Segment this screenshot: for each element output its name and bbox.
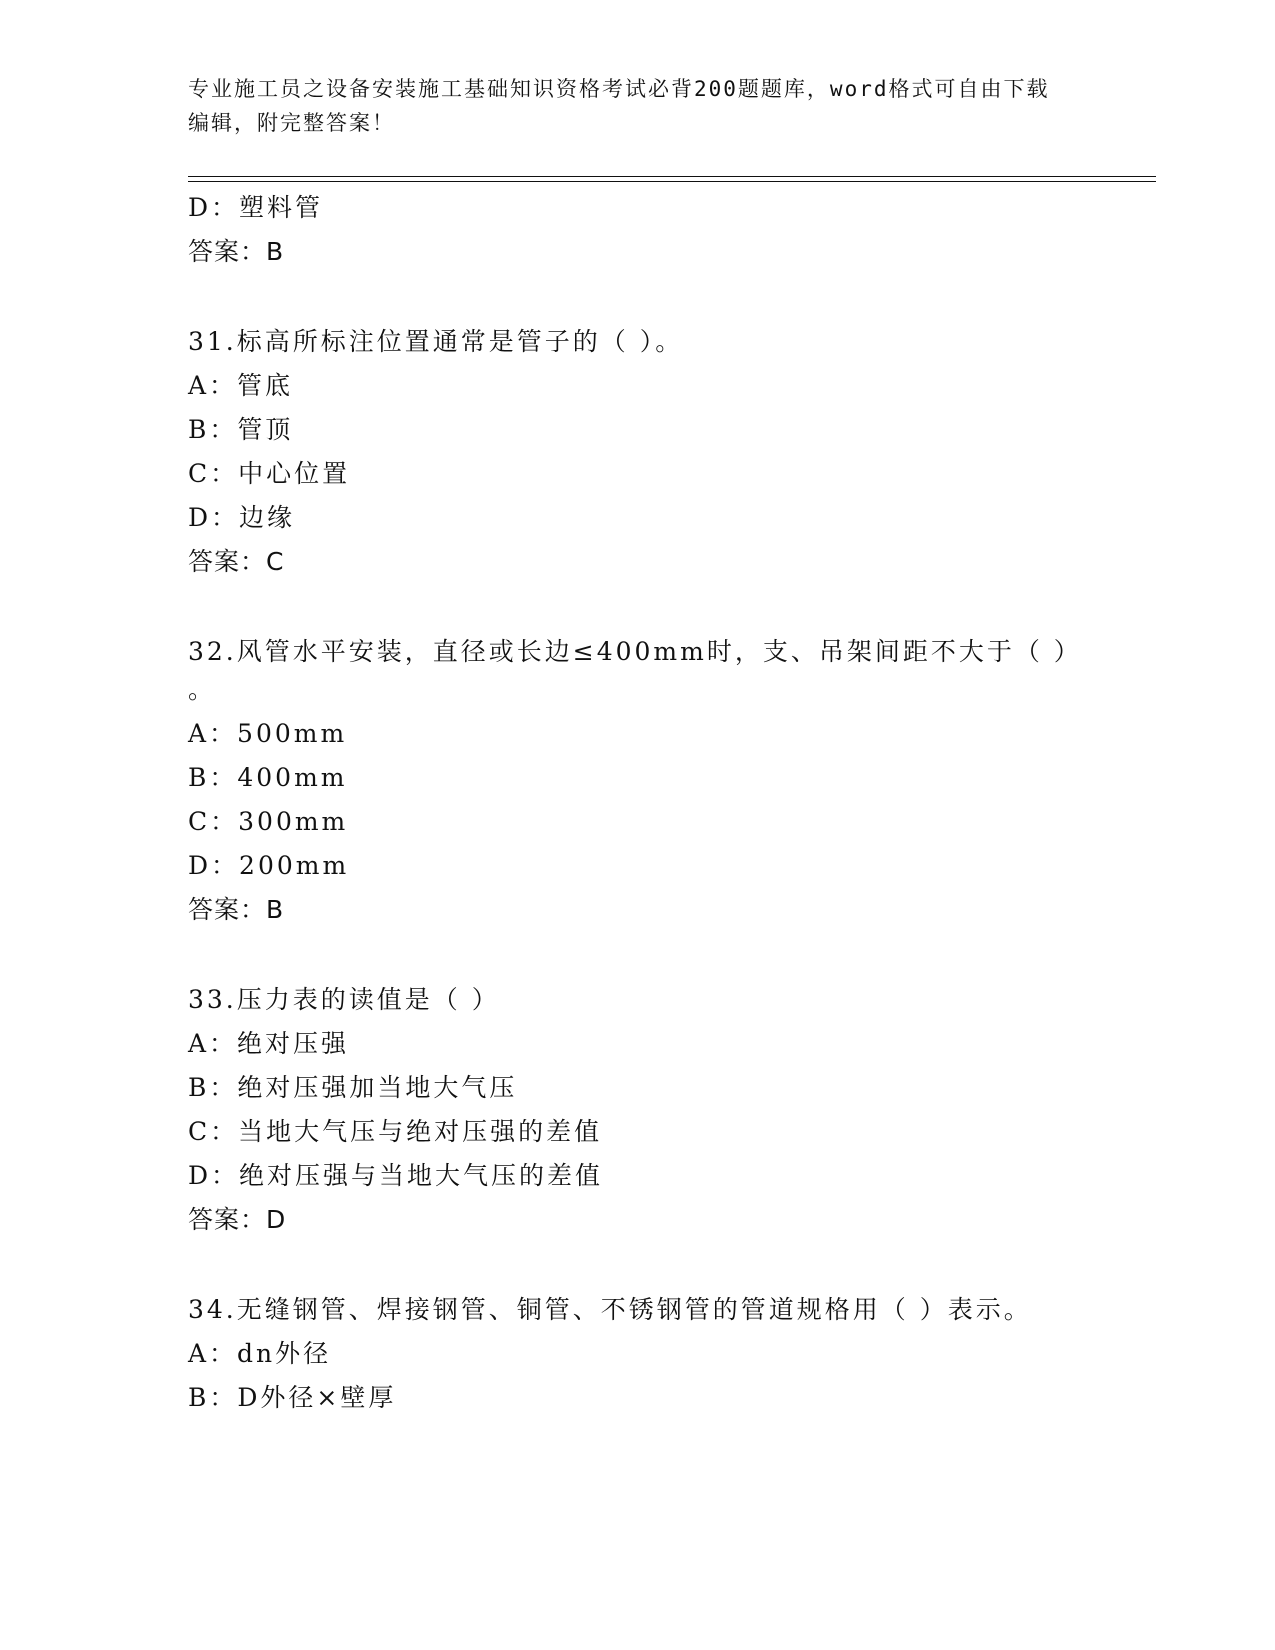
- prev-option-d: D：塑料管: [188, 193, 324, 222]
- q34-option-b: B：D外径×壁厚: [188, 1383, 397, 1412]
- document-title: 专业施工员之设备安装施工基础知识资格考试必背200题题库，word格式可自由下载编辑，附完整答案！: [188, 77, 1050, 135]
- q32-option-b: B：400mm: [188, 763, 348, 792]
- q31-option-b: B：管顶: [188, 415, 294, 444]
- q31-option-a: A：管底: [188, 371, 294, 400]
- q31-option-d: D：边缘: [188, 503, 296, 532]
- q31-stem: 31.标高所标注位置通常是管子的（ ）。: [188, 327, 684, 356]
- q31-answer: 答案：C: [188, 547, 285, 576]
- q32-stem-continuation: 。: [188, 675, 217, 704]
- q34-option-a: A：dn外径: [188, 1339, 332, 1368]
- q32-option-a: A：500mm: [188, 719, 348, 748]
- document-header: [188, 72, 1068, 140]
- q32-stem: 32.风管水平安装，直径或长边≤400mm时，支、吊架间距不大于（ ）: [188, 637, 1082, 666]
- q33-option-c: C：当地大气压与绝对压强的差值: [188, 1117, 603, 1146]
- prev-answer: 答案：B: [188, 237, 285, 266]
- q33-option-a: A：绝对压强: [188, 1029, 350, 1058]
- q34-stem: 34.无缝钢管、焊接钢管、铜管、不锈钢管的管道规格用（ ）表示。: [188, 1295, 1032, 1324]
- header-rule-bottom: [188, 181, 1156, 182]
- q32-option-d: D：200mm: [188, 851, 350, 880]
- q33-stem: 33.压力表的读值是（ ）: [188, 985, 500, 1014]
- q32-answer: 答案：B: [188, 895, 285, 924]
- q33-option-d: D：绝对压强与当地大气压的差值: [188, 1161, 604, 1190]
- q33-answer: 答案：D: [188, 1205, 287, 1234]
- q32-option-c: C：300mm: [188, 807, 349, 836]
- q31-option-c: C：中心位置: [188, 459, 351, 488]
- header-rule-top: [188, 176, 1156, 177]
- q33-option-b: B：绝对压强加当地大气压: [188, 1073, 518, 1102]
